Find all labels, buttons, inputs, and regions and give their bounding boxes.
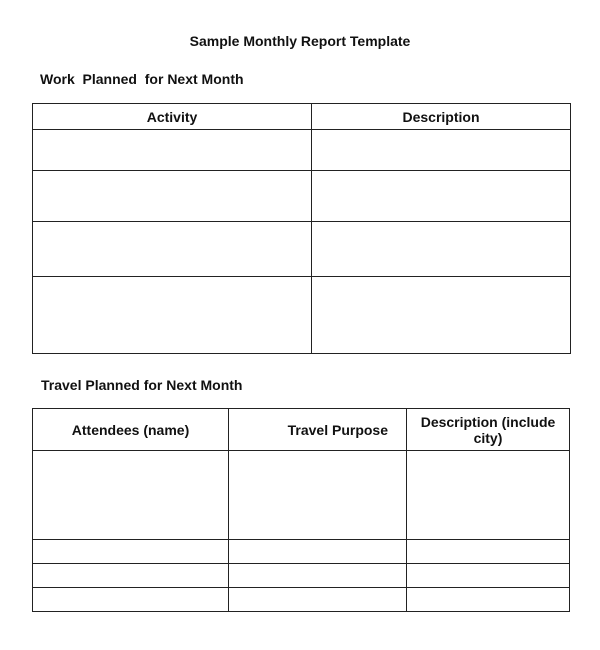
table-row <box>33 564 570 588</box>
travel-purpose-cell[interactable] <box>229 588 407 612</box>
description-cell[interactable] <box>312 171 571 222</box>
table-row <box>33 451 570 540</box>
table-row <box>33 540 570 564</box>
description-cell[interactable] <box>407 588 570 612</box>
table-row <box>33 130 571 171</box>
activity-cell[interactable] <box>33 171 312 222</box>
description-cell[interactable] <box>312 277 571 354</box>
description-column-header: Description (include city) <box>407 409 570 451</box>
attendees-cell[interactable] <box>33 451 229 540</box>
description-cell[interactable] <box>312 130 571 171</box>
attendees-cell[interactable] <box>33 540 229 564</box>
travel-planned-table <box>32 408 570 612</box>
attendees-cell[interactable] <box>33 588 229 612</box>
travel-purpose-cell[interactable] <box>229 451 407 540</box>
attendees-cell[interactable] <box>33 564 229 588</box>
work-planned-heading: Work Planned for Next Month <box>40 71 244 87</box>
description-cell[interactable] <box>407 540 570 564</box>
activity-cell[interactable] <box>33 222 312 277</box>
attendees-column-header: Attendees (name) <box>33 409 229 451</box>
travel-planned-heading: Travel Planned for Next Month <box>41 377 243 393</box>
description-cell[interactable] <box>407 451 570 540</box>
table-row <box>33 171 571 222</box>
activity-column-header: Activity <box>33 104 312 130</box>
table-row <box>33 222 571 277</box>
table-row <box>33 588 570 612</box>
description-cell[interactable] <box>312 222 571 277</box>
document-title: Sample Monthly Report Template <box>189 33 411 49</box>
table-header-row <box>33 409 570 451</box>
activity-cell[interactable] <box>33 130 312 171</box>
table-row <box>33 277 571 354</box>
activity-cell[interactable] <box>33 277 312 354</box>
table-header-row <box>33 104 571 130</box>
work-planned-table <box>32 103 571 354</box>
travel-purpose-column-header: Travel Purpose <box>229 409 407 451</box>
description-column-header: Description <box>312 104 571 130</box>
travel-purpose-cell[interactable] <box>229 540 407 564</box>
description-cell[interactable] <box>407 564 570 588</box>
travel-purpose-cell[interactable] <box>229 564 407 588</box>
